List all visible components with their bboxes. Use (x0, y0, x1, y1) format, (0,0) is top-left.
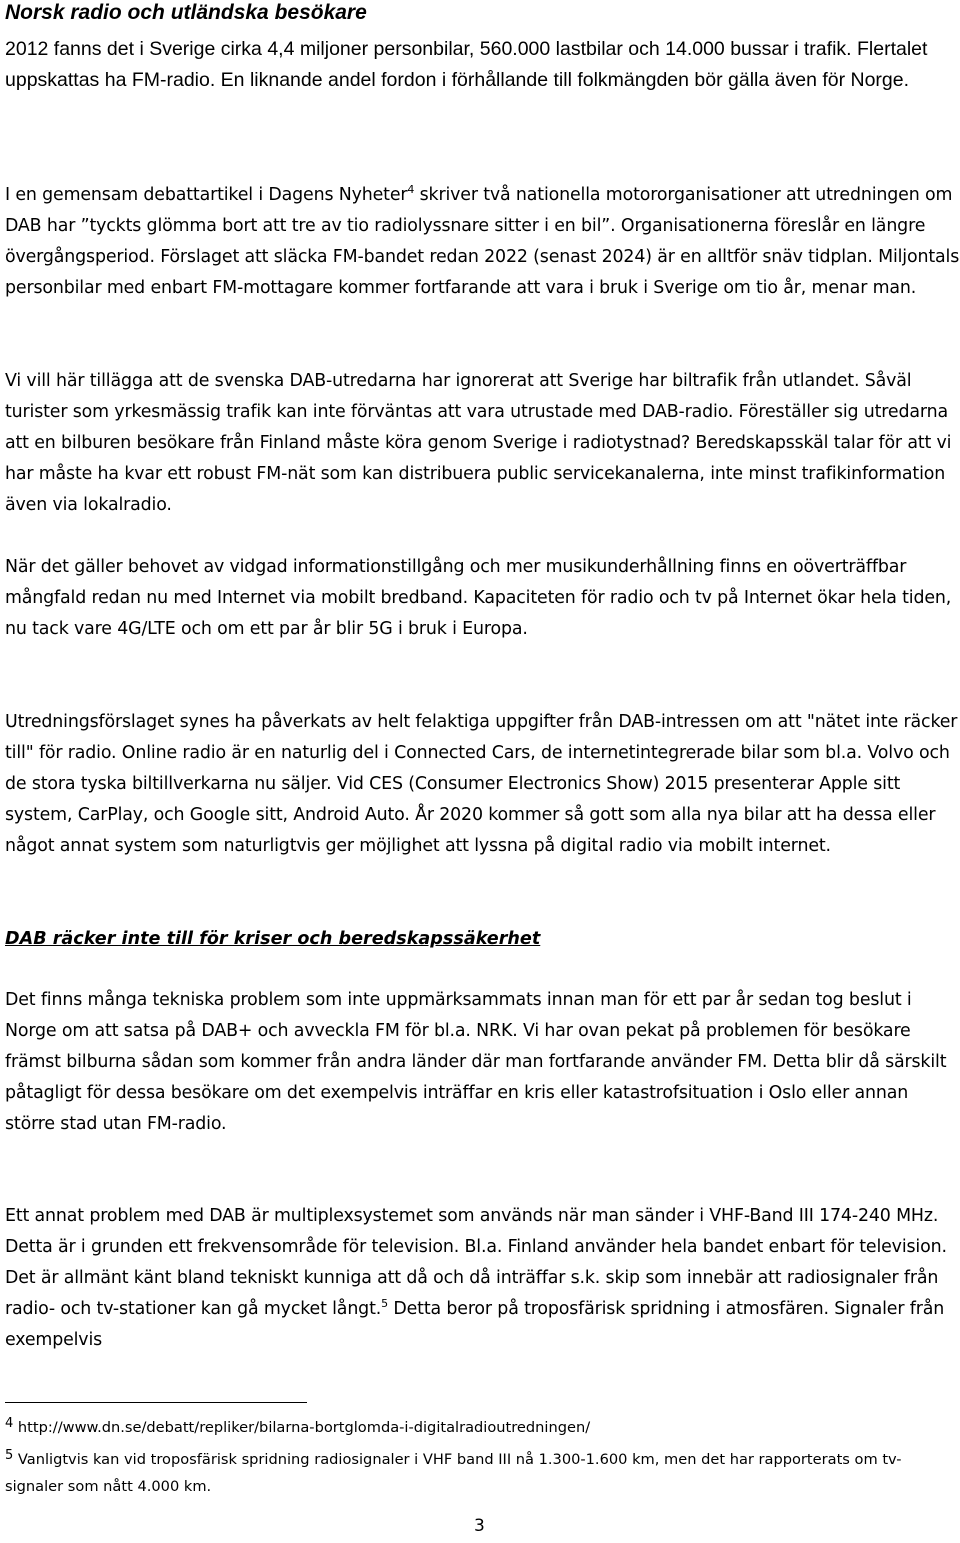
subsection-heading: DAB räcker inte till för kriser och beredskapssäkerhet (5, 929, 541, 949)
paragraph-technical-problems: Det finns många tekniska problem som inte uppmärksammats innan man för ett par år sedan tog beslut i Norge om att satsa på DAB+ och avveckla FM för bl.a. NRK. Vi har ovan pekat på problemen för besökare främst bilburna sådan som kommer från andra länder där man fortfarande använder FM. Detta blir då särskilt påtagligt för dessa besökare om det exempelvis inträffar en kris eller katastrofsituation i Oslo eller annan större stad utan FM-radio. (5, 990, 947, 1134)
paragraph-connected-cars: Utredningsförslaget synes ha påverkats av helt felaktiga uppgifter från DAB-intressen om att "nätet inte räcker till" för radio. Online radio är en naturlig del i Connected Cars, de internetintegrerade bilar som bl.a. Volvo och de stora tyska biltillverkarna nu säljer. Vid CES (Consumer Electronics Show) 2015 presenterar Apple sitt system, CarPlay, och Google sitt, Android Auto. År 2020 kommer så gott som alla nya bilar att ha dessa eller något annat system som naturligtvis ger möjlighet att lyssna på digital radio via mobilt internet. (5, 712, 958, 856)
paragraph-multiplex-text-b: Detta beror på troposfärisk spridning i atmosfären. Signaler från exempelvis (5, 1299, 945, 1350)
paragraph-multiplex-text-a: Ett annat problem med DAB är multiplexsystemet som används när man sänder i VHF-Band III 174-240 MHz. Detta är i grunden ett frekvensområde för television. Bl.a. Finland använder hela bandet enbart för television. Det är allmänt känt bland tekniskt kunniga att då och då inträffar s.k. skip som innebär att radiosignaler från radio- och tv-stationer kan gå mycket långt. (5, 1206, 947, 1319)
footnote-4 (5, 1414, 955, 1441)
paragraph-debate-article-text-a: I en gemensam debattartikel i Dagens Nyheter (5, 185, 408, 205)
section-heading: Norsk radio och utländska besökare (5, 1, 367, 24)
footnote-4-link[interactable]: http://www.dn.se/debatt/repliker/bilarna-bortglomda-i-digitalradioutredningen/ (17, 1419, 591, 1436)
footnote-5-text: Vanligtvis kan vid troposfärisk spridning radiosignaler i VHF band III nå 1.300-1.600 km, men det har rapporterats om tv-signaler som nått 4.000 km. (5, 1451, 902, 1495)
paragraph-foreign-traffic: Vi vill här tillägga att de svenska DAB-utredarna har ignorerat att Sverige har biltrafik från utlandet. Såväl turister som yrkesmässig trafik kan inte förväntas att vara utrustade med DAB-radio. Föreställer sig utredarna att en bilburen besökare från Finland måste köra genom Sverige i radiotystnad? Beredskapsskäl talar för att vi har måste ha kvar ett robust FM-nät som kan distribuera public servicekanalerna, inte minst trafikinformation även via lokalradio. (5, 371, 952, 515)
footnote-4-mark: 4 (5, 1416, 14, 1431)
paragraph-debate-article-text-b: skriver två nationella motororganisationer att utredningen om DAB har ”tyckts glömma bort att tre av tio radiolyssnare sitter i en bil”. Organisationerna föreslår en längre övergångsperiod. Förslaget att släcka FM-bandet redan 2022 (senast 2024) är en alltför snäv tidplan. Miljontals personbilar med enbart FM-mottagare kommer fortfarande att vara i bruk i Sverige om tio år, menar man. (5, 185, 960, 298)
footnote-5 (5, 1446, 955, 1500)
paragraph-vehicle-stats: 2012 fanns det i Sverige cirka 4,4 miljoner personbilar, 560.000 lastbilar och 14.000 bussar i trafik. Flertalet uppskattas ha FM-radio. En liknande andel fordon i förhållande till folkmängden bör gälla även för Norge. (5, 38, 928, 91)
paragraph-multiplex (5, 1201, 960, 1356)
paragraph-internet-radio: När det gäller behovet av vidgad informationstillgång och mer musikunderhållning finns en oöverträffbar mångfald redan nu med Internet via mobilt bredband. Kapaciteten för radio och tv på Internet ökar hela tiden, nu tack vare 4G/LTE och om ett par år blir 5G i bruk i Europa. (5, 557, 952, 639)
page-number: 3 (474, 1516, 485, 1536)
footnote-divider (5, 1402, 307, 1403)
footnote-ref-5: 5 (381, 1297, 388, 1311)
paragraph-debate-article (5, 180, 960, 304)
footnote-5-mark: 5 (5, 1448, 14, 1463)
footnote-ref-4: 4 (407, 183, 415, 197)
